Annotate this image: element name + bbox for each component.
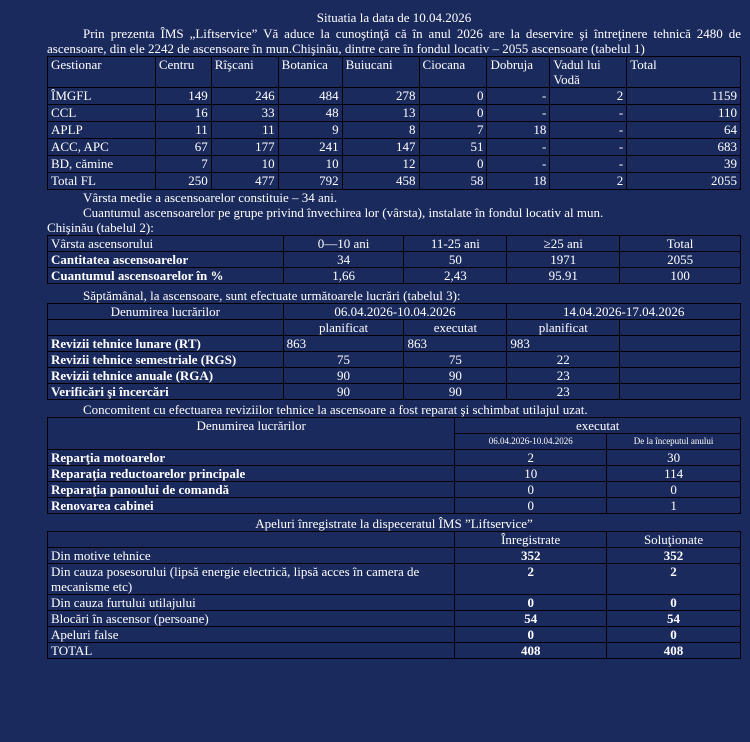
table3-cell: 90 [283, 368, 404, 384]
table1-cell: 10 [211, 156, 278, 173]
table3-header-cell: 14.04.2026-17.04.2026 [507, 304, 741, 320]
table1-cell: 110 [627, 105, 741, 122]
table3-header-cell [48, 320, 284, 336]
table3-cell [620, 336, 741, 352]
table5-cell: 352 [607, 548, 741, 564]
table1-cell: 246 [211, 88, 278, 105]
table-row [48, 368, 741, 384]
table1-cell: 8 [342, 122, 419, 139]
table4-cell: Reparaţia reductoarelor principale [48, 466, 455, 482]
table1-cell: 7 [155, 156, 211, 173]
table1-cell: 11 [155, 122, 211, 139]
table4-cell: 0 [607, 482, 741, 498]
table5-cell: Din motive tehnice [48, 548, 455, 564]
table5-cell: Apeluri false [48, 627, 455, 643]
groups-intro-text-cont: Chişinău (tabelul 2): [47, 220, 154, 235]
table1-cell: 0 [419, 88, 487, 105]
table-row [48, 498, 741, 514]
table-row [48, 122, 741, 139]
table2-header-cell: Total [620, 236, 741, 252]
table1-cell: 149 [155, 88, 211, 105]
table1-cell: 16 [155, 105, 211, 122]
table2-cell: 2,43 [404, 268, 507, 284]
table1-cell: APLP [48, 122, 156, 139]
table4-cell: Renovarea cabinei [48, 498, 455, 514]
table-repairs [47, 417, 741, 514]
table-row [48, 450, 741, 466]
table-row [48, 156, 741, 173]
intro-paragraph: Prin prezenta ÎMS „Liftservice” Vă aduce la cunoştinţă că în anul 2026 are la deservire şi întreţinere tehnică 2480 de ascensoare, din ele 2242 de ascensoare în mun.Chişinău, dintre care în fondul locativ – 2055 ascensoare (tabelul 1) [47, 26, 741, 56]
table4-header-row [48, 418, 741, 434]
document-title: Situatia la data de 10.04.2026 [316, 10, 472, 25]
table1-header-cell: Total [627, 57, 741, 88]
table4-cell: 0 [455, 482, 607, 498]
table2-cell: 95.91 [507, 268, 620, 284]
table1-cell: 64 [627, 122, 741, 139]
table1-cell: Total FL [48, 173, 156, 190]
table1-header-cell: Buiucani [342, 57, 419, 88]
table3-cell: 75 [283, 352, 404, 368]
table3-header-row [48, 304, 741, 320]
table1-cell: 58 [419, 173, 487, 190]
table5-cell: 408 [607, 643, 741, 659]
table1-cell: 48 [278, 105, 342, 122]
table3-header-cell: executat [404, 320, 507, 336]
table1-cell: 39 [627, 156, 741, 173]
table5-header-cell: Soluţionate [607, 532, 741, 548]
table1-cell: 241 [278, 139, 342, 156]
table1-cell: 67 [155, 139, 211, 156]
table1-cell: 147 [342, 139, 419, 156]
table3-header-cell: 06.04.2026-10.04.2026 [283, 304, 507, 320]
table3-cell [620, 352, 741, 368]
table1-total-row [48, 173, 741, 190]
table4-header-cell: De la începutul anului [607, 434, 741, 450]
table1-cell: 177 [211, 139, 278, 156]
table1-header-cell: Botanica [278, 57, 342, 88]
table-row [48, 105, 741, 122]
table4-header-cell: executat [455, 418, 741, 434]
table-row [48, 336, 741, 352]
table1-cell: 2 [550, 173, 627, 190]
table-calls [47, 531, 741, 659]
table5-cell: 352 [455, 548, 607, 564]
table1-header-cell: Ciocana [419, 57, 487, 88]
table5-cell: 0 [455, 627, 607, 643]
table1-cell: 13 [342, 105, 419, 122]
table1-cell: 7 [419, 122, 487, 139]
table1-cell: 18 [487, 122, 550, 139]
table2-cell: 2055 [620, 252, 741, 268]
table1-cell: 477 [211, 173, 278, 190]
table5-header-cell: Înregistrate [455, 532, 607, 548]
table-row [48, 139, 741, 156]
table1-cell: ACC, APC [48, 139, 156, 156]
table1-cell: - [550, 139, 627, 156]
table-elevators-by-manager [47, 56, 741, 190]
table3-subheader-row [48, 320, 741, 336]
table4-cell: 1 [607, 498, 741, 514]
table5-cell: Din cauza furtului utilajului [48, 595, 455, 611]
avg-age-text: Vârsta medie a ascensoarelor constituie – 34 ani. [83, 190, 338, 205]
table1-cell: 51 [419, 139, 487, 156]
table1-header-cell: Rîşcani [211, 57, 278, 88]
table2-cell: 34 [283, 252, 404, 268]
table3-cell: 23 [507, 368, 620, 384]
table5-cell: 54 [607, 611, 741, 627]
table-row [48, 252, 741, 268]
table1-header-row [48, 57, 741, 88]
table3-cell: Verificări şi încercări [48, 384, 284, 400]
table1-cell: CCL [48, 105, 156, 122]
table4-cell: 114 [607, 466, 741, 482]
table2-header-cell: 0—10 ani [283, 236, 404, 252]
table1-cell: - [550, 156, 627, 173]
table5-cell: Blocări în ascensor (persoane) [48, 611, 455, 627]
table3-cell: 23 [507, 384, 620, 400]
table2-cell: 1971 [507, 252, 620, 268]
table3-cell: 863 [283, 336, 404, 352]
table3-cell: 75 [404, 352, 507, 368]
table1-cell: - [487, 88, 550, 105]
table5-header-row [48, 532, 741, 548]
table3-header-cell: Denumirea lucrărilor [48, 304, 284, 320]
table1-cell: - [550, 105, 627, 122]
table1-header-cell: Dobruja [487, 57, 550, 88]
table1-cell: - [550, 122, 627, 139]
table5-cell: 54 [455, 611, 607, 627]
table1-cell: 0 [419, 105, 487, 122]
table1-cell: 792 [278, 173, 342, 190]
table1-cell: BD, cămine [48, 156, 156, 173]
table5-header-cell [48, 532, 455, 548]
table4-cell: 0 [455, 498, 607, 514]
table4-header-cell: Denumirea lucrărilor [48, 418, 455, 450]
table3-header-cell: planificat [283, 320, 404, 336]
table1-header-cell: Centru [155, 57, 211, 88]
table3-cell: Revizii tehnice anuale (RGA) [48, 368, 284, 384]
table5-cell: 0 [607, 627, 741, 643]
table-weekly-works [47, 303, 741, 400]
table3-cell [620, 384, 741, 400]
table1-cell: 683 [627, 139, 741, 156]
table1-cell: 458 [342, 173, 419, 190]
table3-cell: 90 [283, 384, 404, 400]
table3-cell: 22 [507, 352, 620, 368]
table1-header-cell: Gestionar [48, 57, 156, 88]
table-row [48, 595, 741, 611]
table5-total-row [48, 643, 741, 659]
table2-header-cell: Vârsta ascensorului [48, 236, 284, 252]
table2-cell: 1,66 [283, 268, 404, 284]
table2-header-cell: ≥25 ani [507, 236, 620, 252]
table1-cell: - [487, 105, 550, 122]
table3-cell: 90 [404, 384, 507, 400]
table3-cell: 90 [404, 368, 507, 384]
table-row [48, 384, 741, 400]
table4-cell: 30 [607, 450, 741, 466]
table5-cell: 2 [607, 564, 741, 595]
table4-header-cell: 06.04.2026-10.04.2026 [455, 434, 607, 450]
groups-intro-text: Cuantumul ascensoarelor pe grupe privind învechirea lor (vârsta), instalate în fondul locativ al mun. [83, 205, 604, 220]
table2-cell: Cantitatea ascensoarelor [48, 252, 284, 268]
calls-intro-text: Apeluri înregistrate la dispeceratul ÎMS ”Liftservice” [255, 516, 533, 531]
table1-cell: - [487, 156, 550, 173]
table1-cell: 33 [211, 105, 278, 122]
table-age-groups [47, 235, 741, 284]
table3-cell: 863 [404, 336, 507, 352]
table1-cell: - [487, 139, 550, 156]
table3-cell [620, 368, 741, 384]
table1-cell: 0 [419, 156, 487, 173]
table1-cell: 1159 [627, 88, 741, 105]
table2-cell: Cuantumul ascensoarelor în % [48, 268, 284, 284]
table1-cell: 12 [342, 156, 419, 173]
table3-header-cell [620, 320, 741, 336]
table4-cell: 2 [455, 450, 607, 466]
table1-cell: 2055 [627, 173, 741, 190]
table3-header-cell: planificat [507, 320, 620, 336]
table5-cell: 0 [455, 595, 607, 611]
table1-cell: 11 [211, 122, 278, 139]
repair-intro-text: Concomitent cu efectuarea reviziilor tehnice la ascensoare a fost reparat şi schimbat utilajul uzat. [83, 402, 588, 417]
table1-header-cell: Vadul lui Vodă [550, 57, 627, 88]
table-row [48, 548, 741, 564]
table3-cell: 983 [507, 336, 620, 352]
table4-cell: Reparţia motoarelor [48, 450, 455, 466]
table-row [48, 466, 741, 482]
table1-cell: 9 [278, 122, 342, 139]
table4-cell: Reparaţia panoului de comandă [48, 482, 455, 498]
table1-cell: 250 [155, 173, 211, 190]
table3-cell: Revizii tehnice lunare (RT) [48, 336, 284, 352]
table5-cell: Din cauza posesorului (lipsă energie electrică, lipsă acces în camera de mecanisme etc) [48, 564, 455, 595]
table-row [48, 611, 741, 627]
weekly-intro-text: Săptămânal, la ascensoare, sunt efectuate următoarele lucrări (tabelul 3): [83, 288, 461, 303]
table-row [48, 482, 741, 498]
table5-cell: 408 [455, 643, 607, 659]
table1-cell: 10 [278, 156, 342, 173]
table5-cell: 0 [607, 595, 741, 611]
table-row [48, 268, 741, 284]
table5-cell: 2 [455, 564, 607, 595]
table-row [48, 627, 741, 643]
table1-cell: 2 [550, 88, 627, 105]
table-row [48, 88, 741, 105]
table1-cell: 484 [278, 88, 342, 105]
table1-cell: 278 [342, 88, 419, 105]
table1-cell: 18 [487, 173, 550, 190]
table2-cell: 50 [404, 252, 507, 268]
table5-cell: TOTAL [48, 643, 455, 659]
table3-cell: Revizii tehnice semestriale (RGS) [48, 352, 284, 368]
table2-header-row [48, 236, 741, 252]
table2-header-cell: 11-25 ani [404, 236, 507, 252]
table1-cell: ÎMGFL [48, 88, 156, 105]
table4-cell: 10 [455, 466, 607, 482]
table2-cell: 100 [620, 268, 741, 284]
table-row [48, 564, 741, 595]
table-row [48, 352, 741, 368]
